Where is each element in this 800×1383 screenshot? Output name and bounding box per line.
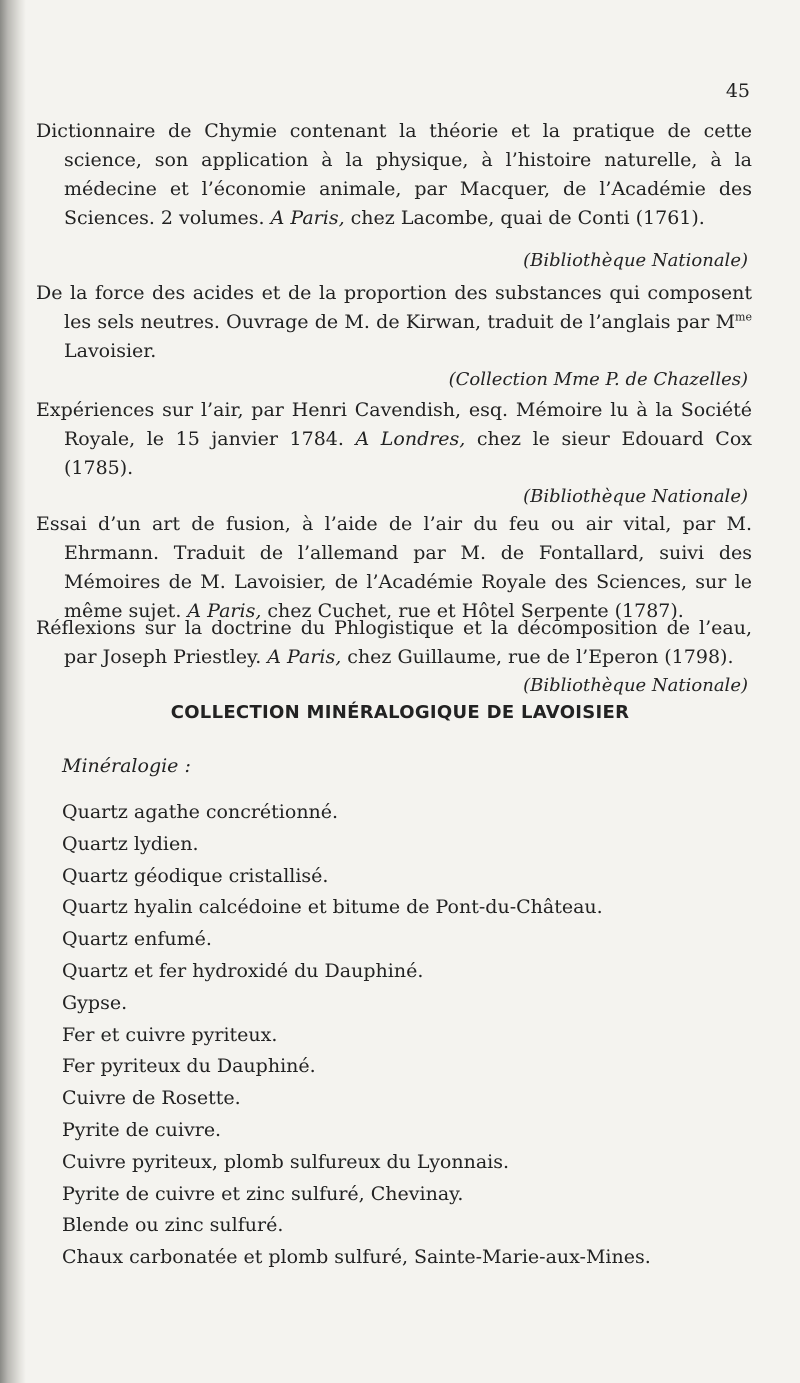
mineral-item: Quartz enfumé. [62, 928, 212, 951]
mineral-item: Quartz et fer hydroxidé du Dauphiné. [62, 959, 424, 982]
mineral-item: Cuivre de Rosette. [62, 1087, 241, 1110]
mineral-item: Cuivre pyriteux, plomb sulfureux du Lyonnais. [62, 1150, 510, 1173]
entry-source: (Bibliothèque Nationale) [523, 675, 748, 696]
entry-source: (Collection Mme P. de Chazelles) [448, 369, 748, 390]
mineral-item: Gypse. [62, 991, 128, 1014]
bibliography-entry [36, 510, 752, 626]
mineral-item: Chaux carbonatée et plomb sulfuré, Sainte-Marie-aux-Mines. [62, 1246, 651, 1269]
entry-text: De la force des acides et de la proportion des substances qui composent les sels neutres. Ouvrage de M. de Kirwan, traduit de l’anglais par $M^{me}$ Lavoisier. [36, 282, 752, 362]
page-number: 45 [725, 80, 750, 102]
mineral-item: Quartz géodique cristallisé. [62, 864, 329, 887]
mineral-item: Fer pyriteux du Dauphiné. [62, 1055, 316, 1078]
entry-text: Expériences sur l’air, par Henri Cavendish, esq. Mémoire lu à la Société Royale, le 15 janvier 1784. A Londres, chez le sieur Edouard Cox (1785). [36, 399, 752, 479]
bibliography-entry [36, 117, 752, 275]
entry-text: Essai d’un art de fusion, à l’aide de l’air du feu ou air vital, par M. Ehrmann. Traduit de l’allemand par M. de Fontallard, suivi des Mémoires de M. Lavoisier, de l’Académie Royale des Sciences, sur le même sujet. A Paris, chez Cuchet, rue et Hôtel Serpente (1787). [36, 513, 752, 622]
mineral-item: Pyrite de cuivre. [62, 1118, 222, 1141]
bibliography-entry [36, 614, 752, 700]
mineral-item: Quartz agathe concrétionné. [62, 801, 339, 823]
mineral-item: Fer et cuivre pyriteux. [62, 1023, 278, 1046]
entry-source: (Bibliothèque Nationale) [523, 250, 748, 271]
entry-text: Réflexions sur la doctrine du Phlogistique et la décomposition de l’eau, par Joseph Priestley. A Paris, chez Guillaume, rue de l’Eperon (1798). [36, 617, 752, 668]
entry-source: (Bibliothèque Nationale) [523, 486, 748, 507]
mineral-list [62, 797, 651, 1274]
section-heading: COLLECTION MINÉRALOGIQUE DE LAVOISIER [170, 702, 630, 723]
mineral-item: Blende ou zinc sulfuré. [62, 1214, 284, 1237]
mineral-item: Quartz hyalin calcédoine et bitume de Pont-du-Château. [62, 896, 603, 919]
mineral-item: Quartz lydien. [62, 832, 199, 855]
page-binding-edge [0, 0, 26, 1383]
subheading: Minéralogie : [62, 755, 191, 777]
bibliography-entry [36, 396, 752, 511]
mineral-item: Pyrite de cuivre et zinc sulfuré, Chevinay. [62, 1182, 464, 1205]
bibliography-entry [36, 279, 752, 394]
entry-text: Dictionnaire de Chymie contenant la théorie et la pratique de cette science, son application à la physique, à l’histoire naturelle, à la médecine et l’économie animale, par Macquer, de l’Académie des Sciences. 2 volumes. A Paris, chez Lacombe, quai de Conti (1761). [36, 120, 752, 229]
